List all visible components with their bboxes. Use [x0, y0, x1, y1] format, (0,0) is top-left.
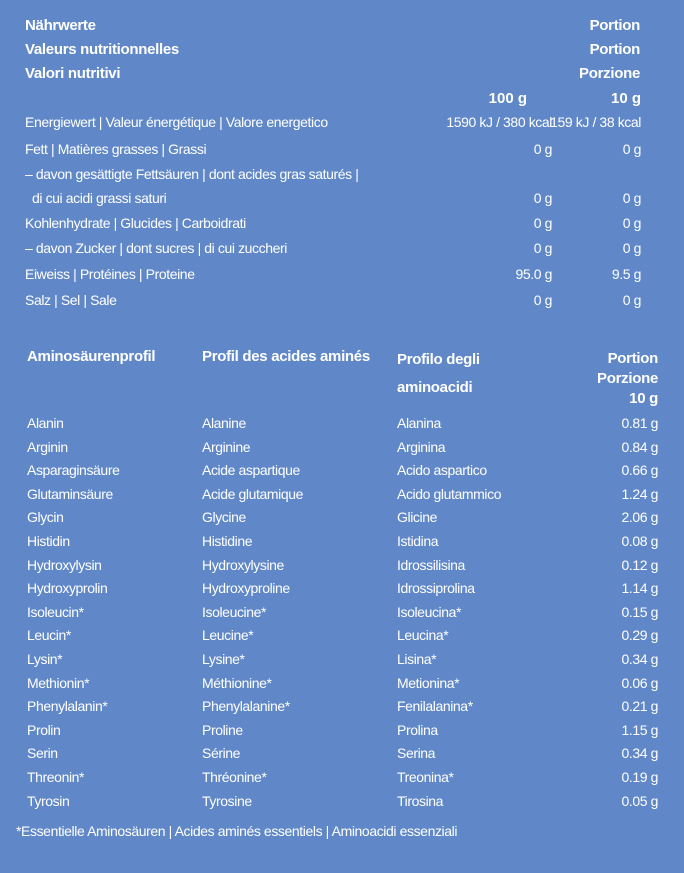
value-100g: 95.0 g: [515, 266, 552, 282]
row-label: – davon Zucker | dont sucres | di cui zuccheri: [25, 240, 288, 256]
amino-header-de: Aminosäurenprofil: [27, 348, 156, 365]
amino-de: Glutaminsäure: [27, 485, 113, 502]
amino-header-it-line2: aminoacidi: [397, 379, 473, 396]
amino-header-fr: Profil des acides aminés: [202, 348, 370, 365]
row-label: Kohlenhydrate | Glucides | Carboidrati: [25, 215, 246, 231]
value-portion: 0 g: [622, 215, 641, 231]
amino-it: Acido aspartico: [397, 462, 487, 479]
amino-de: Serin: [27, 745, 58, 762]
amino-fr: Méthionine*: [202, 674, 272, 691]
amino-value: 0.05 g: [621, 792, 658, 809]
row-label: Energiewert | Valeur énergétique | Valore energetico: [25, 114, 328, 130]
amino-de: Hydroxyprolin: [27, 580, 108, 597]
amino-de: Hydroxylysin: [27, 556, 102, 573]
amino-de: Isoleucin*: [27, 603, 84, 620]
amino-de: Leucin*: [27, 627, 71, 644]
amino-value: 2.06 g: [621, 509, 658, 526]
amino-it: Prolina: [397, 721, 438, 738]
amino-value: 0.15 g: [621, 603, 658, 620]
table-row: [27, 483, 658, 507]
amino-fr: Lysine*: [202, 650, 245, 667]
amino-header-it-line1: Profilo degli: [397, 351, 480, 368]
amino-it: Istidina: [397, 532, 439, 549]
amino-value: 0.29 g: [621, 627, 658, 644]
amino-fr: Alanine: [202, 415, 246, 431]
amino-it: Leucina*: [397, 627, 449, 644]
amino-it: Lisina*: [397, 650, 437, 667]
amino-it: Isoleucina*: [397, 603, 462, 620]
table-row: [27, 436, 658, 460]
amino-header-portion-line3: 10 g: [629, 390, 658, 407]
table-row: [25, 162, 641, 186]
header-line: [25, 62, 640, 86]
row-label: Salz | Sel | Sale: [25, 292, 117, 308]
value-100g: 1590 kJ / 380 kcal: [446, 114, 552, 130]
amino-it: Tirosina: [397, 792, 444, 809]
table-row: [27, 719, 658, 743]
amino-fr: Glycine: [202, 509, 246, 526]
amino-value: 0.66 g: [621, 462, 658, 479]
amino-fr: Phenylalanine*: [202, 698, 290, 715]
table-row: [25, 137, 641, 162]
amino-fr: Histidine: [202, 532, 253, 549]
amino-value: 0.06 g: [621, 674, 658, 691]
table-row: [27, 412, 658, 436]
amino-fr: Hydroxylysine: [202, 556, 284, 573]
row-label: Eiweiss | Protéines | Proteine: [25, 266, 195, 282]
table-row: [27, 459, 658, 483]
amino-de: Arginin: [27, 438, 68, 455]
column-header-100g: 100 g: [488, 90, 527, 107]
nutrition-header: [25, 14, 640, 86]
header-label-de: Nährwerte: [25, 17, 96, 34]
header-portion-fr: Portion: [589, 41, 640, 58]
table-row: [25, 287, 641, 314]
amino-header-it: [397, 346, 480, 402]
amino-fr: Hydroxyproline: [202, 580, 290, 597]
table-row: [27, 601, 658, 625]
value-portion: 9.5 g: [611, 266, 641, 282]
amino-value: 0.08 g: [621, 532, 658, 549]
value-100g: 0 g: [533, 240, 552, 256]
header-label-it: Valori nutritivi: [25, 65, 121, 82]
amino-value: 0.34 g: [621, 745, 658, 762]
row-label: Fett | Matières grasses | Grassi: [25, 141, 207, 157]
table-row: [25, 236, 641, 261]
table-row: [27, 506, 658, 530]
amino-fr: Sérine: [202, 745, 241, 762]
nutrition-table: [25, 110, 641, 314]
amino-fr: Leucine*: [202, 627, 254, 644]
amino-value: 1.14 g: [621, 580, 658, 597]
table-row: [27, 766, 658, 790]
amino-fr: Thréonine*: [202, 768, 267, 785]
value-portion: 159 kJ / 38 kcal: [550, 114, 641, 130]
table-row: [25, 186, 641, 210]
amino-de: Alanin: [27, 415, 64, 431]
header-line: [25, 38, 640, 62]
footnote: *Essentielle Aminosäuren | Acides aminés essentiels | Aminoacidi essenziali: [16, 823, 458, 839]
column-header-10g: 10 g: [610, 90, 641, 107]
value-portion: 0 g: [622, 292, 641, 308]
amino-value: 0.21 g: [621, 698, 658, 715]
amino-de: Prolin: [27, 721, 61, 738]
amino-value: 0.12 g: [621, 556, 658, 573]
amino-it: Fenilalanina*: [397, 698, 473, 715]
table-row: [27, 648, 658, 672]
amino-fr: Arginine: [202, 438, 251, 455]
amino-value: 0.34 g: [621, 650, 658, 667]
table-row: [27, 530, 658, 554]
table-row: [27, 577, 658, 601]
value-portion: 0 g: [622, 141, 641, 157]
header-portion-it: Porzione: [579, 65, 640, 82]
value-100g: 0 g: [533, 190, 552, 206]
amino-fr: Acide glutamique: [202, 485, 303, 502]
header-portion-de: Portion: [589, 17, 640, 34]
table-row: [27, 624, 658, 648]
table-row: [27, 672, 658, 696]
table-row: [27, 742, 658, 766]
amino-it: Alanina: [397, 415, 441, 431]
table-row: [25, 110, 641, 135]
amino-de: Threonin*: [27, 768, 85, 785]
value-100g: 0 g: [533, 215, 552, 231]
amino-de: Glycin: [27, 509, 64, 526]
amino-value: 1.24 g: [621, 485, 658, 502]
amino-value: 0.84 g: [621, 438, 658, 455]
amino-it: Arginina: [397, 438, 446, 455]
amino-fr: Isoleucine*: [202, 603, 267, 620]
amino-fr: Tyrosine: [202, 792, 252, 809]
table-row: [27, 554, 658, 578]
row-label: di cui acidi grassi saturi: [25, 190, 167, 206]
amino-de: Histidin: [27, 532, 70, 549]
table-row: [25, 261, 641, 287]
amino-de: Tyrosin: [27, 792, 70, 809]
amino-header-portion-line2: Porzione: [597, 370, 658, 387]
amino-it: Glicine: [397, 509, 437, 526]
table-row: [25, 211, 641, 236]
amino-fr: Proline: [202, 721, 243, 738]
amino-header-portion: [597, 349, 658, 409]
amino-de: Methionin*: [27, 674, 90, 691]
row-label: – davon gesättigte Fettsäuren | dont acides gras saturés |: [25, 166, 359, 182]
value-portion: 0 g: [622, 240, 641, 256]
table-row: [27, 695, 658, 719]
amino-header-portion-line1: Portion: [607, 350, 658, 367]
amino-it: Idrossiprolina: [397, 580, 475, 597]
amino-de: Phenylalanin*: [27, 698, 108, 715]
amino-it: Metionina*: [397, 674, 460, 691]
value-100g: 0 g: [533, 141, 552, 157]
amino-de: Asparaginsäure: [27, 462, 120, 479]
amino-it: Serina: [397, 745, 436, 762]
amino-acid-table: [27, 412, 658, 813]
amino-value: 1.15 g: [621, 721, 658, 738]
amino-de: Lysin*: [27, 650, 63, 667]
amino-it: Treonina*: [397, 768, 454, 785]
amino-fr: Acide aspartique: [202, 462, 300, 479]
amino-value: 0.19 g: [621, 768, 658, 785]
value-portion: 0 g: [622, 190, 641, 206]
amino-it: Acido glutammico: [397, 485, 502, 502]
header-line: [25, 14, 640, 38]
table-row: [27, 790, 658, 814]
header-label-fr: Valeurs nutritionnelles: [25, 41, 179, 58]
amino-it: Idrossilisina: [397, 556, 465, 573]
value-100g: 0 g: [533, 292, 552, 308]
amino-value: 0.81 g: [621, 415, 658, 431]
